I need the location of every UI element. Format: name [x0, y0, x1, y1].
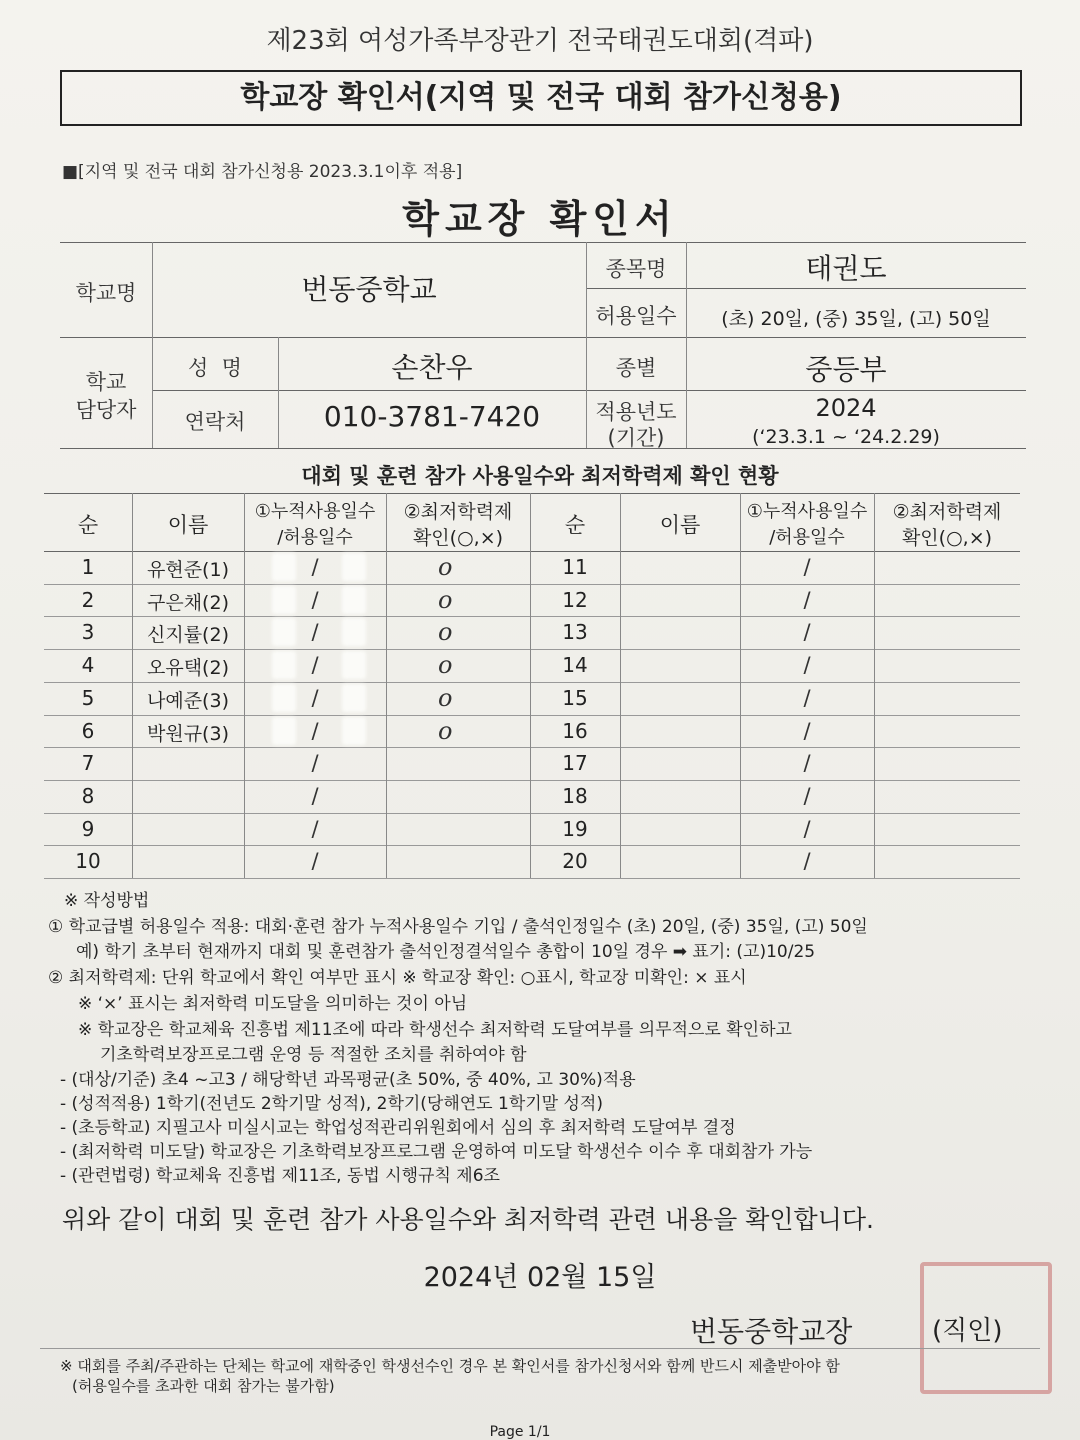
days-separator: / [311, 653, 319, 678]
left-header-check: ②최저학력제 [403, 501, 513, 523]
right-header-check-sub: 확인(○,×) [901, 527, 993, 549]
instruction-line: - (관련법령) 학교체육 진흥법 제11조, 동법 시행규칙 제6조 [60, 1166, 500, 1186]
footnote: ※ 대회를 주최/주관하는 단체는 학교에 재학중인 학생선수인 경우 본 확인서를 참가신청서와 함께 반드시 제출받아야 함 [60, 1357, 840, 1375]
check-mark: o [438, 683, 453, 712]
row-number: 9 [81, 816, 95, 841]
days-separator: / [311, 783, 319, 808]
application-note: ■[지역 및 전국 대회 참가신청용 2023.3.1이후 적용] [62, 162, 463, 182]
row-number: 6 [81, 718, 95, 743]
issue-date: 2024년 02월 15일 [423, 1262, 657, 1293]
row-number: 10 [75, 849, 101, 874]
instruction-line: 예) 학기 초부터 현재까지 대회 및 훈련참가 출석인정결석일수 총합이 10일 경우 ➡ 표기: (고)10/25 [76, 942, 816, 962]
days-separator: / [311, 849, 319, 874]
check-mark: o [438, 716, 453, 745]
row-number: 3 [81, 620, 95, 645]
row-number: 14 [562, 653, 588, 678]
row-number: 16 [562, 718, 588, 743]
row-number: 2 [81, 587, 95, 612]
manager-label-line1: 학교 [85, 370, 127, 394]
instruction-line: - (초등학교) 지필고사 미실시교는 학업성적관리위원회에서 심의 후 최저학력 도달여부 결정 [60, 1118, 736, 1138]
row-number: 7 [81, 751, 95, 776]
instruction-line: 기초학력보장프로그램 운영 등 적절한 조치를 취하여야 함 [100, 1045, 527, 1065]
year-value: 2024 [815, 394, 877, 422]
right-header-days-sub: /허용일수 [769, 527, 845, 548]
days-separator: / [311, 751, 319, 776]
check-mark: o [438, 585, 453, 614]
days-separator: / [803, 620, 811, 645]
right-header-check: ②최저학력제 [892, 501, 1002, 523]
event-value: 태권도 [805, 252, 887, 285]
year-label-line1: 적용년도 [595, 400, 677, 424]
row-number: 12 [562, 587, 588, 612]
event-label: 종목명 [605, 257, 667, 281]
instruction-line: ② 최저학력제: 단위 학교에서 확인 여부만 표시 ※ 학교장 확인: ○표시, 학교장 미확인: × 표시 [48, 968, 747, 988]
left-header-name: 이름 [167, 513, 209, 537]
days-separator: / [803, 587, 811, 612]
row-number: 19 [562, 816, 588, 841]
grid-line [44, 878, 1020, 879]
document-title: 학교장 확인서 [402, 197, 678, 241]
row-number: 18 [562, 783, 588, 808]
student-name: 신지률(2) [147, 624, 229, 647]
days-separator: / [311, 816, 319, 841]
student-name: 구은채(2) [147, 591, 229, 614]
days-separator: / [311, 718, 319, 743]
allowed-days-label: 허용일수 [595, 304, 677, 328]
instruction-line: ① 학교급별 허용일수 적용: 대회·훈련 참가 누적사용일수 기입 / 출석인정일수 (초) 20일, (중) 35일, (고) 50일 [48, 917, 868, 937]
year-label-line2: (기간) [607, 426, 665, 450]
contact-value: 010-3781-7420 [323, 400, 541, 433]
footnote: (허용일수를 초과한 대회 참가는 불가함) [72, 1377, 335, 1395]
grid-line [874, 493, 875, 878]
page-number: Page 1/1 [489, 1424, 551, 1440]
row-number: 5 [81, 685, 95, 710]
period-value: (‘23.3.1 ~ ‘24.2.29) [752, 426, 940, 448]
contact-label: 연락처 [184, 410, 246, 434]
row-number: 11 [562, 555, 588, 579]
instructions-heading: ※ 작성방법 [64, 891, 150, 911]
left-header-no: 순 [77, 513, 99, 537]
division-value: 중등부 [805, 353, 887, 386]
name-label: 성 명 [188, 356, 242, 380]
days-separator: / [803, 718, 811, 743]
student-name: 오유택(2) [147, 657, 229, 680]
manager-name: 손찬우 [391, 351, 473, 384]
days-separator: / [803, 849, 811, 874]
grid-line [620, 493, 621, 878]
days-separator: / [803, 783, 811, 808]
days-separator: / [803, 555, 811, 579]
student-name: 박원규(3) [147, 722, 229, 745]
allowed-days-value: (초) 20일, (중) 35일, (고) 50일 [721, 308, 991, 330]
school-name: 번동중학교 [301, 273, 437, 306]
check-mark: o [438, 618, 453, 647]
section-title: 대회 및 훈련 참가 사용일수와 최저학력제 확인 현황 [301, 464, 779, 488]
confirmation-statement: 위와 같이 대회 및 훈련 참가 사용일수와 최저학력 관련 내용을 확인합니다. [62, 1205, 874, 1234]
row-number: 17 [562, 751, 588, 776]
row-number: 1 [81, 555, 95, 579]
right-header-no: 순 [564, 513, 586, 537]
days-separator: / [311, 685, 319, 710]
student-name: 나예준(3) [147, 689, 229, 712]
instruction-line: ※ 학교장은 학교체육 진흥법 제11조에 따라 학생선수 최저학력 도달여부를 의무적으로 확인하고 [78, 1020, 792, 1040]
banner-title: 학교장 확인서(지역 및 전국 대회 참가신청용) [60, 70, 1022, 126]
right-header-days: ①누적사용일수 [746, 501, 868, 522]
left-header-days: ①누적사용일수 [254, 501, 376, 522]
student-name: 유현준(1) [147, 559, 229, 581]
left-header-days-sub: /허용일수 [277, 527, 353, 548]
event-title: 제23회 여성가족부장관기 전국태권도대회(격파) [266, 26, 814, 56]
row-number: 15 [562, 685, 588, 710]
row-number: 4 [81, 653, 95, 678]
days-separator: / [803, 751, 811, 776]
days-separator: / [803, 816, 811, 841]
days-separator: / [311, 620, 319, 645]
manager-label-line2: 담당자 [75, 398, 137, 422]
division-label: 종별 [615, 356, 657, 380]
school-label: 학교명 [75, 281, 137, 305]
instruction-line: - (대상/기준) 초4 ~고3 / 해당학년 과목평균(초 50%, 중 40%, 고 30%)적용 [60, 1070, 636, 1090]
days-separator: / [311, 587, 319, 612]
check-mark: o [438, 651, 453, 680]
left-header-check-sub: 확인(○,×) [412, 527, 504, 549]
principal-name: 번동중학교장 [690, 1315, 853, 1348]
row-number: 20 [562, 849, 588, 874]
instruction-line: ※ ‘×’ 표시는 최저학력 미도달을 의미하는 것이 아님 [78, 994, 468, 1014]
days-separator: / [311, 555, 319, 579]
row-number: 13 [562, 620, 588, 645]
seal-label: (직인) [932, 1316, 1003, 1346]
days-separator: / [803, 653, 811, 678]
row-number: 8 [81, 783, 95, 808]
check-mark: o [438, 553, 453, 581]
days-separator: / [803, 685, 811, 710]
right-header-name: 이름 [659, 513, 701, 537]
instruction-line: - (성적적용) 1학기(전년도 2학기말 성적), 2학기(당해연도 1학기말 성적) [60, 1094, 603, 1114]
grid-line [386, 493, 387, 878]
instruction-line: - (최저학력 미도달) 학교장은 기초학력보장프로그램 운영하여 미도달 학생선수 이수 후 대회참가 가능 [60, 1142, 813, 1162]
